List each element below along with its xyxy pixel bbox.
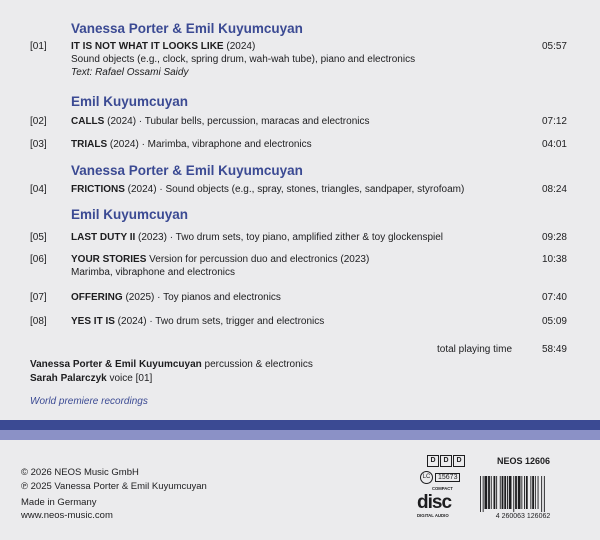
barcode-bar — [509, 476, 512, 509]
performer-line — [30, 359, 313, 370]
track-year: (2023) — [135, 232, 167, 243]
composer-heading: Vanessa Porter & Emil Kuyumcuyan — [71, 21, 303, 36]
barcode-bar — [518, 476, 521, 509]
track-number: [01] — [30, 41, 47, 52]
track-duration: 09:28 — [541, 232, 567, 243]
barcode-bar — [521, 476, 522, 509]
performer-role: voice [01] — [106, 373, 153, 384]
track-title: CALLS — [71, 116, 105, 127]
track-year: (2024) — [114, 316, 147, 327]
track-number: [05] — [30, 232, 47, 243]
barcode-bar — [544, 476, 545, 512]
track-duration: 05:09 — [541, 316, 567, 327]
track-duration: 05:57 — [541, 41, 567, 52]
ddd-letter: D — [440, 455, 452, 467]
track-description: · Two drum sets, toy piano, amplified zither & toy glockenspiel — [166, 232, 444, 243]
track-info — [71, 253, 511, 279]
compact-disc-logo — [416, 484, 456, 520]
barcode-bar — [488, 476, 490, 509]
track-number: [07] — [30, 292, 47, 303]
track-description: · Toy pianos and electronics — [154, 292, 281, 303]
barcode-bar — [491, 476, 492, 509]
barcode-bar — [507, 476, 508, 509]
copyright-line: © 2026 NEOS Music GmbH — [21, 467, 139, 478]
track-description: · Two drum sets, trigger and electronics — [146, 316, 325, 327]
barcode-digits: 4 260063 126062 — [495, 513, 551, 520]
track-year: (2024) — [223, 41, 256, 52]
premiere-note: World premiere recordings — [30, 396, 148, 407]
performer-line — [30, 373, 152, 384]
track-year: (2024) — [124, 184, 157, 195]
barcode-bar — [496, 476, 497, 509]
ddd-logo — [427, 455, 465, 467]
disc-audio-text: DIGITAL AUDIO — [417, 513, 449, 518]
track-year: (2024) — [107, 139, 139, 150]
barcode-bar — [515, 476, 517, 509]
track-description: Version for percussion duo and electronics (2023) — [146, 254, 370, 265]
barcode-bar — [535, 476, 536, 509]
track-info — [71, 138, 511, 151]
made-in-line: Made in Germany — [21, 497, 97, 508]
website-link[interactable]: www.neos-music.com — [21, 510, 113, 521]
track-title: IT IS NOT WHAT IT LOOKS LIKE — [71, 41, 224, 52]
track-duration: 10:38 — [541, 254, 567, 265]
barcode — [468, 476, 578, 520]
catalog-number: NEOS 12606 — [497, 456, 551, 466]
barcode-bar — [494, 476, 496, 509]
track-description: · Sound objects (e.g., spray, stones, triangles, sandpaper, styrofoam) — [156, 184, 465, 195]
track-info — [71, 40, 511, 79]
track-number: [06] — [30, 254, 47, 265]
performer-role: percussion & electronics — [201, 359, 313, 370]
barcode-bar — [513, 476, 514, 512]
ddd-letter: D — [427, 455, 439, 467]
track-duration: 04:01 — [541, 139, 567, 150]
track-number: [03] — [30, 139, 47, 150]
composer-heading: Emil Kuyumcuyan — [71, 94, 189, 109]
track-info — [71, 115, 511, 128]
track-number: [08] — [30, 316, 47, 327]
track-description: · Tubular bells, percussion, maracas and electronics — [136, 116, 370, 127]
track-info — [71, 231, 511, 244]
track-title: YES IT IS — [71, 316, 115, 327]
composer-heading: Vanessa Porter & Emil Kuyumcuyan — [71, 163, 303, 178]
lc-number: 15673 — [435, 473, 460, 482]
track-instrumentation: Marimba, vibraphone and electronics — [71, 267, 235, 278]
performer-name: Vanessa Porter & Emil Kuyumcuyan — [30, 359, 202, 370]
total-time-value: 58:49 — [541, 344, 567, 355]
performer-name: Sarah Palarczyk — [30, 373, 107, 384]
track-duration: 07:12 — [541, 116, 567, 127]
track-year: (2024) — [104, 116, 137, 127]
track-number: [02] — [30, 116, 47, 127]
track-info — [71, 315, 511, 328]
label-code — [420, 471, 460, 484]
accent-band-dark — [0, 420, 600, 430]
ddd-letter: D — [453, 455, 465, 467]
accent-band-light — [0, 430, 600, 440]
disc-word: disc — [417, 492, 452, 513]
track-title: OFFERING — [71, 292, 123, 303]
composer-heading: Emil Kuyumcuyan — [71, 207, 189, 222]
track-info — [71, 183, 511, 196]
track-title: LAST DUTY II — [71, 232, 136, 243]
total-time-label: total playing time — [437, 344, 513, 355]
barcode-bar — [504, 476, 506, 509]
track-duration: 08:24 — [541, 184, 567, 195]
barcode-bar — [524, 476, 525, 509]
barcode-bars — [480, 476, 545, 512]
lc-icon: LC — [420, 471, 433, 484]
disc-compact-text: COMPACT — [432, 486, 453, 491]
barcode-bar — [485, 476, 488, 509]
barcode-bar — [532, 476, 534, 509]
track-text-credit: Text: Rafael Ossami Saidy — [71, 67, 189, 78]
barcode-bar — [480, 476, 481, 512]
barcode-bar — [500, 476, 501, 509]
barcode-bar — [526, 476, 528, 509]
track-title: FRICTIONS — [71, 184, 125, 195]
barcode-bar — [530, 476, 531, 509]
phonogram-line: ℗ 2025 Vanessa Porter & Emil Kuyumcuyan — [21, 481, 207, 492]
track-info — [71, 291, 511, 304]
barcode-bar — [502, 476, 504, 509]
track-year: (2025) — [122, 292, 155, 303]
barcode-bar — [483, 476, 484, 512]
track-title: TRIALS — [71, 139, 108, 150]
track-duration: 07:40 — [541, 292, 567, 303]
track-number: [04] — [30, 184, 47, 195]
track-instrumentation: Sound objects (e.g., clock, spring drum, wah-wah tube), piano and electronics — [71, 54, 416, 65]
barcode-bar — [538, 476, 539, 509]
barcode-bar — [541, 476, 542, 512]
track-description: · Marimba, vibraphone and electronics — [138, 139, 312, 150]
track-title: YOUR STORIES — [71, 254, 147, 265]
